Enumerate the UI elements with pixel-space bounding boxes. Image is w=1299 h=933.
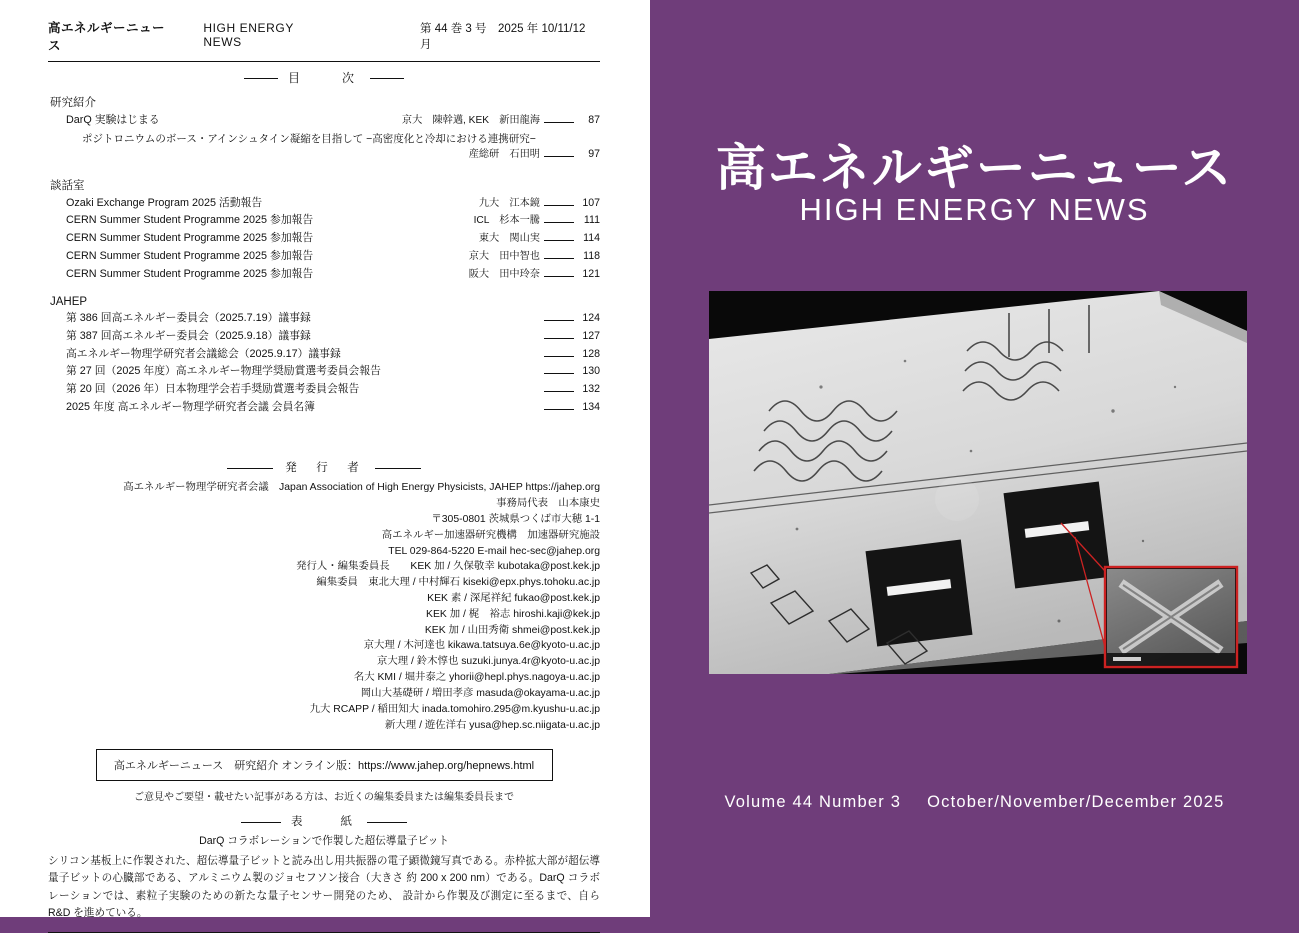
cover-volume-text: Volume 44 Number 3 [724, 793, 902, 811]
publisher-line: 事務局代表 山本康史 [496, 498, 600, 510]
toc-entry-leader [544, 222, 574, 223]
toc-entry-title: CERN Summer Student Programme 2025 参加報告 [66, 214, 314, 227]
masthead [48, 18, 600, 58]
toc-entry-page: 127 [582, 330, 600, 343]
publisher-line: 岡山大基礎研 / 増田孝彦 masuda@okayama-u.ac.jp [360, 687, 600, 699]
toc-entry[interactable] [48, 196, 600, 212]
toc-entry-page: 128 [582, 347, 600, 360]
toc-entry-author: ICL 杉本一騰 [473, 215, 540, 227]
editorial-contact-note: ご意見やご要望・載せたい記事がある方は、お近くの編集委員または編集委員長まで [134, 792, 514, 804]
cover-caption-heading-label: 表 紙 [291, 816, 357, 829]
toc-entry[interactable] [48, 213, 600, 229]
toc-section-title: 研究紹介 [50, 97, 96, 109]
publisher-line: 新大理 / 遊佐洋右 yusa@hep.sc.niigata-u.ac.jp [385, 719, 600, 731]
publisher-lines [48, 480, 600, 733]
toc-entry-page: 97 [588, 147, 600, 160]
toc-heading-label: 目 次 [287, 71, 360, 85]
toc-entry-title: CERN Summer Student Programme 2025 参加報告 [66, 249, 314, 262]
toc-entry-page: 134 [582, 400, 600, 413]
toc-entry-author: 阪大 田中玲奈 [468, 268, 540, 280]
cover-caption-heading [48, 813, 600, 829]
toc-entry-leader [544, 258, 574, 259]
toc-entry[interactable] [48, 113, 600, 129]
toc-entry-title: 第 27 回（2025 年度）高エネルギー物理学奨励賞選考委員会報告 [66, 365, 381, 378]
publisher-line: 高エネルギー加速器研究機構 加速器研究施設 [381, 529, 600, 541]
toc-entry[interactable] [48, 400, 600, 416]
toc-entry-title: CERN Summer Student Programme 2025 参加報告 [66, 267, 314, 280]
right-cover-page [650, 0, 1299, 917]
toc-entry-title: 高エネルギー物理学研究者会議総会（2025.9.17）議事録 [66, 347, 341, 360]
toc-entry[interactable] [48, 347, 600, 363]
publisher-line: TEL 029-864-5220 E-mail hec-sec@jahep.org [388, 545, 600, 557]
toc-entry[interactable] [48, 267, 600, 283]
toc-entry-leader [544, 276, 574, 277]
toc-entry-title: 第 20 回（2026 年）日本物理学会若手奨励賞選考委員会報告 [66, 383, 360, 396]
publisher-heading [48, 459, 600, 475]
toc-entry-leader [544, 320, 574, 321]
publisher-block [48, 459, 600, 733]
publisher-line: 京大理 / 鈴木惇也 suzuki.junya.4r@kyoto-u.ac.jp [376, 656, 600, 668]
toc-entry-page: 87 [588, 114, 600, 126]
toc-entry-title[interactable]: ポジトロニウムのボース・アインシュタイン凝縮を目指して −高密度化と冷却における連携研究− [82, 132, 536, 145]
online-edition-box[interactable]: 高エネルギーニュース 研究紹介 オンライン版：https://www.jahep.org/hepnews.html [96, 749, 553, 781]
toc-entry-title: Ozaki Exchange Program 2025 活動報告 [66, 196, 263, 209]
left-page [0, 0, 650, 917]
toc-entry-leader [544, 391, 574, 392]
toc-section-title: 談話室 [50, 179, 85, 192]
toc-heading-rule-left [244, 78, 278, 79]
masthead-en-title: HIGH ENERGY NEWS [203, 21, 294, 49]
toc-entry-page: 130 [582, 365, 600, 378]
toc-entry[interactable] [48, 231, 600, 247]
toc-entry[interactable] [48, 364, 600, 380]
toc-entry-page: 132 [582, 383, 600, 396]
toc-entry[interactable] [48, 329, 600, 345]
toc-entry-leader [544, 338, 574, 339]
toc-entry-author: 京大 田中智也 [468, 250, 540, 262]
toc-entry-leader [544, 205, 574, 206]
toc-entry-title: DarQ 実験はじまる [66, 114, 160, 126]
toc-entry-title: CERN Summer Student Programme 2025 参加報告 [66, 232, 314, 245]
toc-entry[interactable] [48, 382, 600, 398]
toc-entry-author: 九大 江本鏡 [478, 197, 540, 209]
cover-en-title: HIGH ENERGY NEWS [799, 192, 1150, 227]
toc-entry-author: 京大 陳幹邁, KEK 新田龍海 [401, 115, 540, 126]
cover-caption-body: シリコン基板上に作製された、超伝導量子ビットと読み出し用共振器の電子顕微鏡写真である。赤枠拡大部が超伝導量子ビットの心臓部である、アルミニウム製のジョセフソン接合（大きさ 約 200 x 200 nm）である。DarQ コラボレーションでは、素粒子実験のための新たな量子センサー開発のため、 設計から作製及び測定に至るまで、自ら R&D を進めている。 [48, 855, 600, 919]
publisher-line: 九大 RCAPP / 稲田知大 inada.tomohiro.295@m.kyushu-u.ac.jp [309, 703, 600, 715]
toc-heading [48, 69, 600, 86]
toc-entry[interactable] [48, 311, 600, 327]
publisher-heading-label: 発 行 者 [285, 462, 363, 475]
publisher-line: 編集委員 東北大理 / 中村輝石 kiseki@epx.phys.tohoku.ac.jp [316, 577, 600, 589]
publisher-line: 京大理 / 木河達也 kikawa.tatsuya.6e@kyoto-u.ac.jp [363, 640, 600, 652]
toc-entry-leader [544, 122, 574, 123]
masthead-divider [48, 61, 600, 62]
toc-entry-page: 114 [583, 232, 600, 245]
toc-entry-leader [544, 373, 574, 374]
toc-entry-leader [544, 356, 574, 357]
toc-entry-leader [544, 240, 574, 241]
toc-entry-title: 第 387 回高エネルギー委員会（2025.9.18）議事録 [66, 330, 311, 343]
toc-entry-leader [544, 156, 574, 157]
publisher-line: 高エネルギー物理学研究者会議 Japan Association of High Energy Physicists, JAHEP https://jahep.org [123, 482, 600, 494]
toc-entry[interactable] [48, 249, 600, 265]
toc-section-title: JAHEP [50, 296, 88, 309]
cover-rule-right [367, 822, 407, 823]
toc-entry-title: 2025 年度 高エネルギー物理学研究者会議 会員名簿 [66, 400, 315, 413]
toc-entry-page: 124 [582, 312, 600, 325]
toc-entry-leader [544, 409, 574, 410]
toc-entry[interactable] [48, 147, 600, 163]
cover-volume-line [650, 793, 1299, 812]
toc-entry-page: 111 [583, 214, 600, 227]
toc-entry-page: 107 [582, 196, 600, 209]
masthead-volume: 第 44 巻 3 号 2025 年 10/11/12 月 [420, 23, 586, 51]
publisher-rule-left [227, 468, 273, 469]
cover-photo [709, 291, 1247, 674]
publisher-line: KEK 加 / 梶 裕志 hiroshi.kaji@kek.jp [426, 608, 600, 620]
toc-heading-rule-right [370, 78, 404, 79]
cover-jp-title: 高エネルギーニュース [715, 140, 1234, 196]
cover-caption-subtitle: DarQ コラボレーションで作製した超伝導量子ビット [199, 835, 449, 848]
toc-entry-author: 産総研 石田明 [468, 148, 540, 160]
toc-entry-page: 121 [582, 267, 600, 280]
cover-photo-image [709, 291, 1247, 674]
publisher-line: 〒305-0801 茨城県つくば市大穂 1-1 [431, 513, 600, 525]
masthead-jp-title: 高エネルギーニュース [48, 21, 166, 53]
publisher-rule-right [375, 468, 421, 469]
publisher-line: 発行人・編集委員長 KEK 加 / 久保敬幸 kubotaka@post.kek.jp [296, 561, 600, 573]
publisher-line: 名大 KMI / 堀井泰之 yhorii@hepl.phys.nagoya-u.ac.jp [353, 672, 600, 684]
toc-entry-page: 118 [583, 249, 600, 262]
publisher-line: KEK 素 / 深尾祥紀 fukao@post.kek.jp [427, 593, 600, 604]
toc-entry-author: 東大 関山実 [478, 233, 540, 245]
toc-entry-title: 第 386 回高エネルギー委員会（2025.7.19）議事録 [66, 312, 311, 325]
cover-date-text: October/November/December 2025 [927, 793, 1225, 811]
cover-rule-left [241, 822, 281, 823]
publisher-line: KEK 加 / 山田秀衛 shmei@post.kek.jp [424, 624, 600, 636]
